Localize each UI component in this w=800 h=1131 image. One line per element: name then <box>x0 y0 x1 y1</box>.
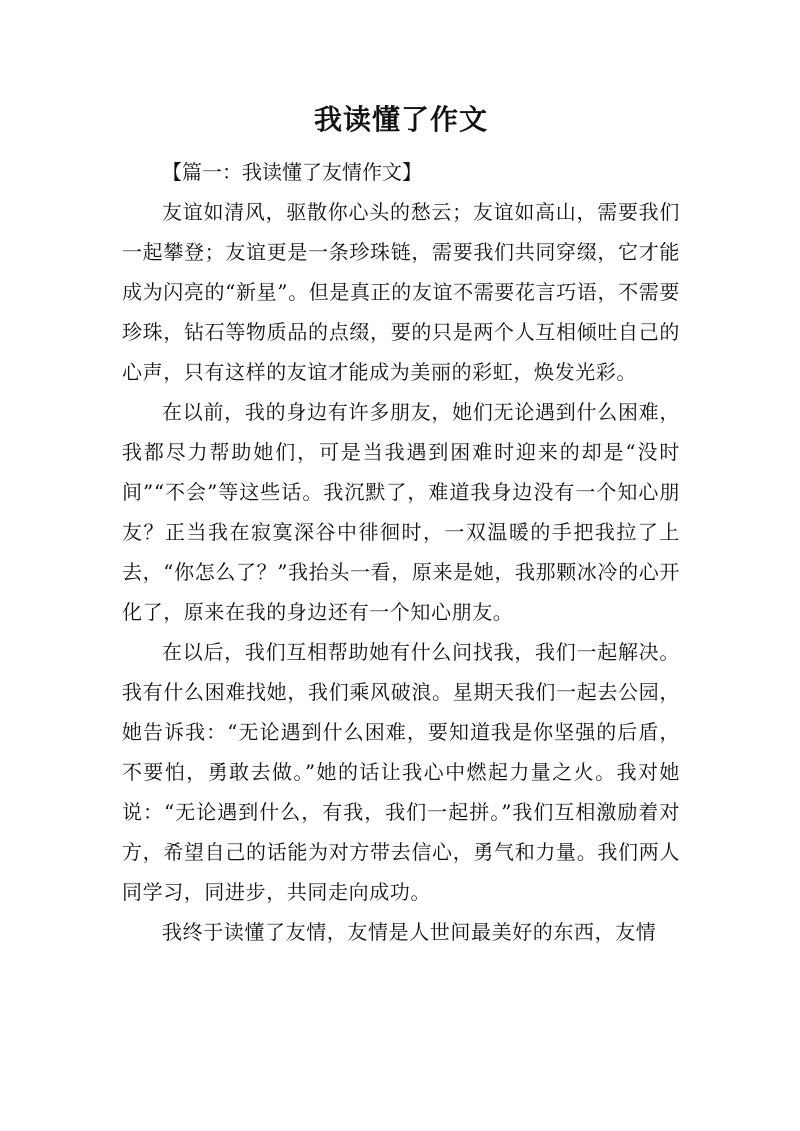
paragraph-3: 在以后，我们互相帮助她有什么问找我，我们一起解决。我有什么困难找她，我们乘风破浪。星期天我们一起去公园，她告诉我：“无论遇到什么困难，要知道我是你坚强的后盾，不要怕，勇敢去做。”她的话让我心中燃起力量之火。我对她说：“无论遇到什么，有我，我们一起拼。”我们互相激励着对方，希望自己的话能为对方带去信心，勇气和力量。我们两人同学习，同进步，共同走向成功。 <box>122 640 680 904</box>
section-heading: 【篇一：我读懂了友情作文】 <box>162 160 422 184</box>
paragraph-1: 友谊如清风，驱散你心头的愁云；友谊如高山，需要我们一起攀登；友谊更是一条珍珠链，需要我们共同穿缀，它才能成为闪亮的“新星”。但是真正的友谊不需要花言巧语，不需要珍珠，钻石等物质品的点缀，要的只是两个人互相倾吐自己的心声，只有这样的友谊才能成为美丽的彩虹，焕发光彩。 <box>122 200 680 384</box>
paragraph-4: 我终于读懂了友情，友情是人世间最美好的东西，友情 <box>162 920 657 944</box>
document-title: 我读懂了作文 <box>313 103 488 136</box>
paragraph-2: 在以前，我的身边有许多朋友，她们无论遇到什么困难，我都尽力帮助她们，可是当我遇到困难时迎来的却是“没时间”“不会”等这些话。我沉默了，难道我身边没有一个知心朋友？正当我在寂寞深谷中徘徊时，一双温暖的手把我拉了上去，“你怎么了？”我抬头一看，原来是她，我那颗冰冷的心开化了，原来在我的身边还有一个知心朋友。 <box>122 400 680 624</box>
